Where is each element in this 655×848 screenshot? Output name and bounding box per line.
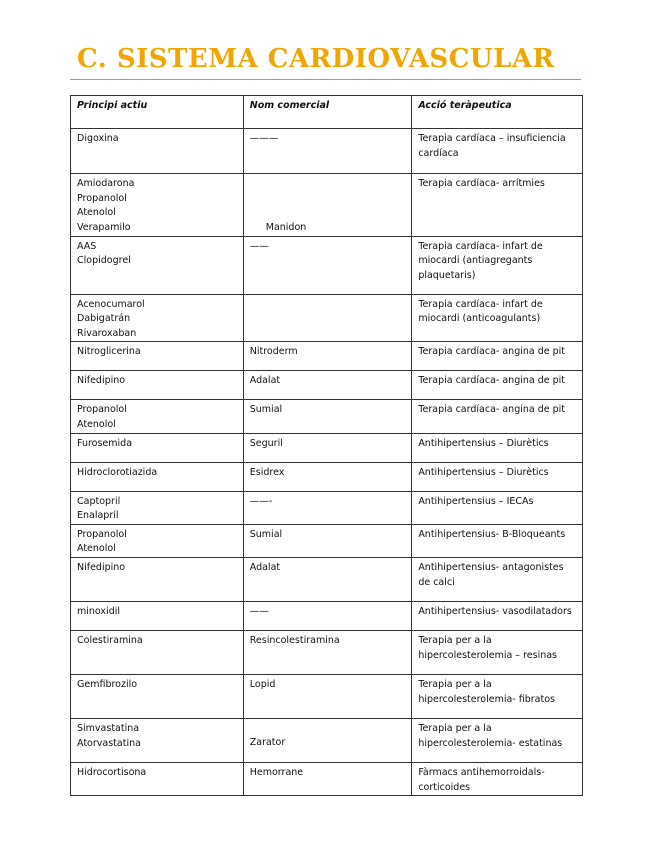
drug-name: Verapamilo <box>77 221 131 233</box>
drug-name: Digoxina <box>77 133 119 144</box>
drug-name: Propanolol <box>77 192 127 204</box>
table-row <box>71 491 583 524</box>
header-principi-actiu: Principi actiu <box>71 96 244 129</box>
cell-principi-actiu <box>71 718 244 762</box>
cell-accio-terapeutica: Terapia per a la hipercolesterolemia- estatinas <box>412 718 583 762</box>
table-row <box>71 400 583 433</box>
drug-name: Hidrocortisona <box>77 766 147 778</box>
cell-principi-actiu <box>71 674 244 718</box>
cell-accio-terapeutica: Fàrmacs antihemorroidals-corticoides <box>412 762 583 795</box>
cell-accio-terapeutica: Terapia cardíaca – insuficiencia cardíaca <box>412 129 583 174</box>
drug-name: AAS <box>77 240 97 252</box>
cell-nom-comercial: ——- <box>243 491 412 524</box>
cell-nom-comercial: Sumial <box>243 524 412 557</box>
cell-nom-comercial: Lopid <box>243 674 412 718</box>
cell-principi-actiu <box>71 557 244 601</box>
cell-accio-terapeutica: Antihipertensius- antagonistes de calci <box>412 557 583 601</box>
table-row <box>71 174 583 237</box>
drug-name: Atenolol <box>77 418 116 430</box>
cell-nom-comercial: ——— <box>243 129 412 174</box>
cell-nom-comercial: Sumial <box>243 400 412 433</box>
cell-principi-actiu <box>71 400 244 433</box>
drug-name: Dabigatrán <box>77 313 131 325</box>
cell-nom-comercial: Adalat <box>243 557 412 601</box>
table-row <box>71 433 583 462</box>
drug-name: Nifedipino <box>77 561 126 573</box>
drug-name: Captopril <box>77 495 121 507</box>
drug-name: Colestiramina <box>77 634 143 646</box>
cell-accio-terapeutica: Antihipertensius – Diurètics <box>412 433 583 462</box>
cell-principi-actiu <box>71 342 244 371</box>
cell-principi-actiu <box>71 371 244 400</box>
drug-name: Furosemida <box>77 437 133 449</box>
header-accio-terapeutica: Acció teràpeutica <box>412 96 583 129</box>
table-row <box>71 371 583 400</box>
cell-principi-actiu <box>71 462 244 491</box>
drug-name: Propanolol <box>77 528 127 540</box>
drug-name: minoxidil <box>77 605 121 617</box>
cell-nom-comercial: Manidon <box>243 174 412 237</box>
cell-accio-terapeutica: Terapia cardíaca- angina de pit <box>412 371 583 400</box>
cell-nom-comercial: Seguril <box>243 433 412 462</box>
cell-nom-comercial: Adalat <box>243 371 412 400</box>
cell-accio-terapeutica: Terapia per a la hipercolesterolemia- fibratos <box>412 674 583 718</box>
cell-accio-terapeutica: Terapia cardíaca- angina de pit <box>412 400 583 433</box>
cell-principi-actiu <box>71 236 244 294</box>
table-row <box>71 342 583 371</box>
cell-principi-actiu <box>71 129 244 174</box>
drug-name: Atorvastatina <box>77 737 141 749</box>
cell-accio-terapeutica: Antihipertensius – Diurètics <box>412 462 583 491</box>
cell-principi-actiu <box>71 524 244 557</box>
table-row <box>71 601 583 630</box>
table-row <box>71 524 583 557</box>
table-row <box>71 462 583 491</box>
drug-name: Rivaroxaban <box>77 327 137 339</box>
cell-principi-actiu <box>71 174 244 237</box>
cell-accio-terapeutica: Antihipertensius – IECAs <box>412 491 583 524</box>
cell-accio-terapeutica: Terapia cardíaca- arrítmies <box>412 174 583 237</box>
table-row <box>71 674 583 718</box>
drug-name: Simvastatina <box>77 722 140 734</box>
drug-name: Acenocumarol <box>77 298 145 310</box>
table-row <box>71 762 583 795</box>
drug-name: Amiodarona <box>77 178 135 189</box>
table-row <box>71 236 583 294</box>
cell-principi-actiu <box>71 491 244 524</box>
drug-name: Atenolol <box>77 207 116 219</box>
cell-nom-comercial: Hemorrane <box>243 762 412 795</box>
cell-principi-actiu <box>71 630 244 674</box>
cell-principi-actiu <box>71 762 244 795</box>
drug-name: Nifedipino <box>77 375 126 387</box>
cell-accio-terapeutica: Antihipertensius- vasodilatadors <box>412 601 583 630</box>
drug-name: Gemfibrozilo <box>77 678 138 690</box>
cell-principi-actiu <box>71 601 244 630</box>
drug-name: Hidroclorotiazida <box>77 466 158 478</box>
cell-accio-terapeutica: Terapia cardíaca- infart de miocardi (anticoagulants) <box>412 294 583 342</box>
table-row <box>71 557 583 601</box>
drug-name: Clopidogrel <box>77 255 131 267</box>
table-row <box>71 630 583 674</box>
cell-nom-comercial: —— <box>243 601 412 630</box>
header-nom-comercial: Nom comercial <box>243 96 412 129</box>
drug-name: Enalapril <box>77 510 119 522</box>
cell-accio-terapeutica: Antihipertensius- B-Bloqueants <box>412 524 583 557</box>
cell-nom-comercial: Nitroderm <box>243 342 412 371</box>
table-row <box>71 294 583 342</box>
cell-accio-terapeutica: Terapia per a la hipercolesterolemia – resinas <box>412 630 583 674</box>
cell-principi-actiu <box>71 294 244 342</box>
drug-name: Atenolol <box>77 543 116 555</box>
drug-name: Nitroglicerina <box>77 346 141 358</box>
drug-table <box>70 95 583 796</box>
title-underline <box>70 79 581 80</box>
table-row <box>71 129 583 174</box>
cell-nom-comercial <box>243 294 412 342</box>
cell-nom-comercial: —— <box>243 236 412 294</box>
cell-accio-terapeutica: Terapia cardíaca- infart de miocardi (antiagregants plaquetaris) <box>412 236 583 294</box>
page-title: C. SISTEMA CARDIOVASCULAR <box>77 44 555 74</box>
cell-nom-comercial: Zarator <box>243 718 412 762</box>
drug-name: Propanolol <box>77 404 127 416</box>
cell-nom-comercial: Esidrex <box>243 462 412 491</box>
table-header-row <box>71 96 583 129</box>
cell-accio-terapeutica: Terapia cardíaca- angina de pit <box>412 342 583 371</box>
table-row <box>71 718 583 762</box>
cell-principi-actiu <box>71 433 244 462</box>
cell-nom-comercial: Resincolestiramina <box>243 630 412 674</box>
